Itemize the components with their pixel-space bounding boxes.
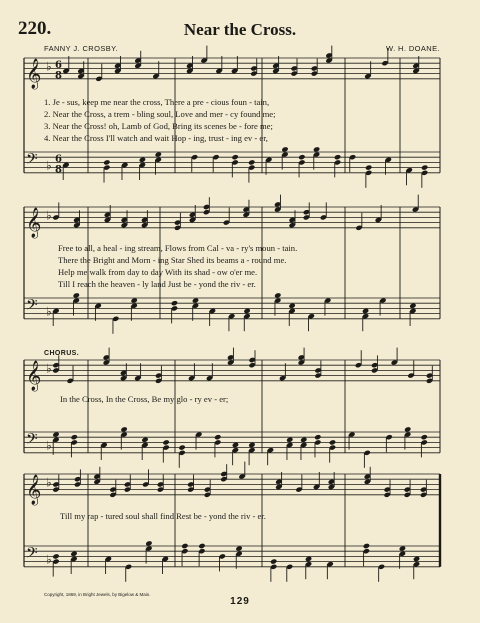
note-head xyxy=(192,297,199,303)
treble-clef-icon: 𝄞 xyxy=(26,58,42,89)
note-head xyxy=(363,543,370,549)
note-head xyxy=(248,159,255,165)
note-head xyxy=(286,437,293,443)
note-head xyxy=(313,146,320,152)
flat-sign-icon: ♭ xyxy=(46,438,52,453)
note-head xyxy=(421,164,428,170)
note-head xyxy=(214,434,221,440)
note-head xyxy=(243,308,250,314)
treble-clef-icon: 𝄞 xyxy=(26,360,42,391)
note-head xyxy=(235,545,242,551)
note-head xyxy=(288,303,295,309)
verse-2-line-1: 2. Near the Cross, a trem - bling soul, Love and mer - cy found me; xyxy=(44,109,276,119)
time-signature-icon: 8 xyxy=(55,70,62,82)
note-head xyxy=(329,439,336,445)
verse-3-line-2: Help me walk from day to day With its shad - ow o'er me. xyxy=(58,267,258,277)
note-head xyxy=(274,292,281,298)
time-signature-icon: 6 xyxy=(55,153,62,165)
note-head xyxy=(145,540,152,546)
note-head xyxy=(231,154,238,160)
flat-sign-icon: ♭ xyxy=(46,475,52,490)
verse-2-line-2: There the Bright and Morn - ing Star Shed its beams a - round me. xyxy=(58,255,287,265)
note-head xyxy=(281,146,288,152)
verse-3-line-1: 3. Near the Cross! oh, Lamb of God, Bring its scenes be - fore me; xyxy=(44,121,273,131)
treble-clef-icon: 𝄞 xyxy=(26,474,42,505)
flat-sign-icon: ♭ xyxy=(46,552,52,567)
copyright-notice: Copyright, 1869, in Bright Jewels, by Bigelow & Main. xyxy=(44,592,151,597)
note-head xyxy=(365,164,372,170)
note-head xyxy=(171,300,178,306)
note-head xyxy=(362,308,369,314)
note-head xyxy=(314,434,321,440)
chorus-line-1: In the Cross, In the Cross, Be my glo - ry ev - er; xyxy=(60,394,229,404)
note-head xyxy=(334,154,341,160)
note-head xyxy=(399,545,406,551)
treble-clef-icon: 𝄞 xyxy=(26,207,42,238)
note-head xyxy=(131,297,138,303)
note-head xyxy=(404,426,411,432)
note-head xyxy=(103,159,110,165)
bass-clef-icon: 𝄢 xyxy=(26,544,38,566)
note-head xyxy=(139,157,146,163)
hymn-number: 220. xyxy=(18,18,52,39)
flat-sign-icon: ♭ xyxy=(46,208,52,223)
note-head xyxy=(52,431,59,437)
note-head xyxy=(305,556,312,562)
chorus-label: CHORUS. xyxy=(44,350,80,357)
note-head xyxy=(248,442,255,448)
verse-4-line-2: Till I reach the heaven - ly land Just be - yond the riv - er. xyxy=(58,279,256,289)
note-head xyxy=(71,434,78,440)
note-head xyxy=(155,151,162,157)
note-head xyxy=(270,558,277,564)
note-head xyxy=(421,434,428,440)
verse-1-line-2: Free to all, a heal - ing stream, Flows from Cal - va - ry's moun - tain. xyxy=(58,243,298,253)
bass-clef-icon: 𝄢 xyxy=(26,296,38,318)
note-head xyxy=(141,437,148,443)
flat-sign-icon: ♭ xyxy=(46,158,52,173)
verse-4-line-1: 4. Near the Cross I'll watch and wait Hop - ing, trust - ing ev - er, xyxy=(44,133,268,143)
chorus-line-2: Till my rap - tured soul shall find Rest be - yond the riv - er. xyxy=(60,511,266,521)
note-head xyxy=(198,543,205,549)
time-signature-icon: 8 xyxy=(55,164,62,176)
verse-1-line-1: 1. Je - sus, keep me near the cross, There a pre - cious foun - tain, xyxy=(44,97,270,107)
author-credit: FANNY J. CROSBY. xyxy=(44,44,119,53)
note-head xyxy=(70,551,77,557)
page-number: 129 xyxy=(230,596,250,607)
flat-sign-icon: ♭ xyxy=(46,304,52,319)
note-head xyxy=(298,154,305,160)
note-head xyxy=(409,303,416,309)
note-head xyxy=(300,437,307,443)
bass-clef-icon: 𝄢 xyxy=(26,430,38,452)
hymn-title: Near the Cross. xyxy=(183,20,297,39)
note-head xyxy=(232,442,239,448)
note-head xyxy=(52,553,59,559)
note-head xyxy=(120,426,127,432)
note-head xyxy=(413,556,420,562)
note-head xyxy=(73,292,80,298)
note-head xyxy=(178,444,185,450)
flat-sign-icon: ♭ xyxy=(46,361,52,376)
note-head xyxy=(162,439,169,445)
flat-sign-icon: ♭ xyxy=(46,59,52,74)
note-head xyxy=(181,543,188,549)
time-signature-icon: 6 xyxy=(55,59,62,71)
composer-credit: W. H. DOANE. xyxy=(386,44,440,53)
bass-clef-icon: 𝄢 xyxy=(26,150,38,172)
